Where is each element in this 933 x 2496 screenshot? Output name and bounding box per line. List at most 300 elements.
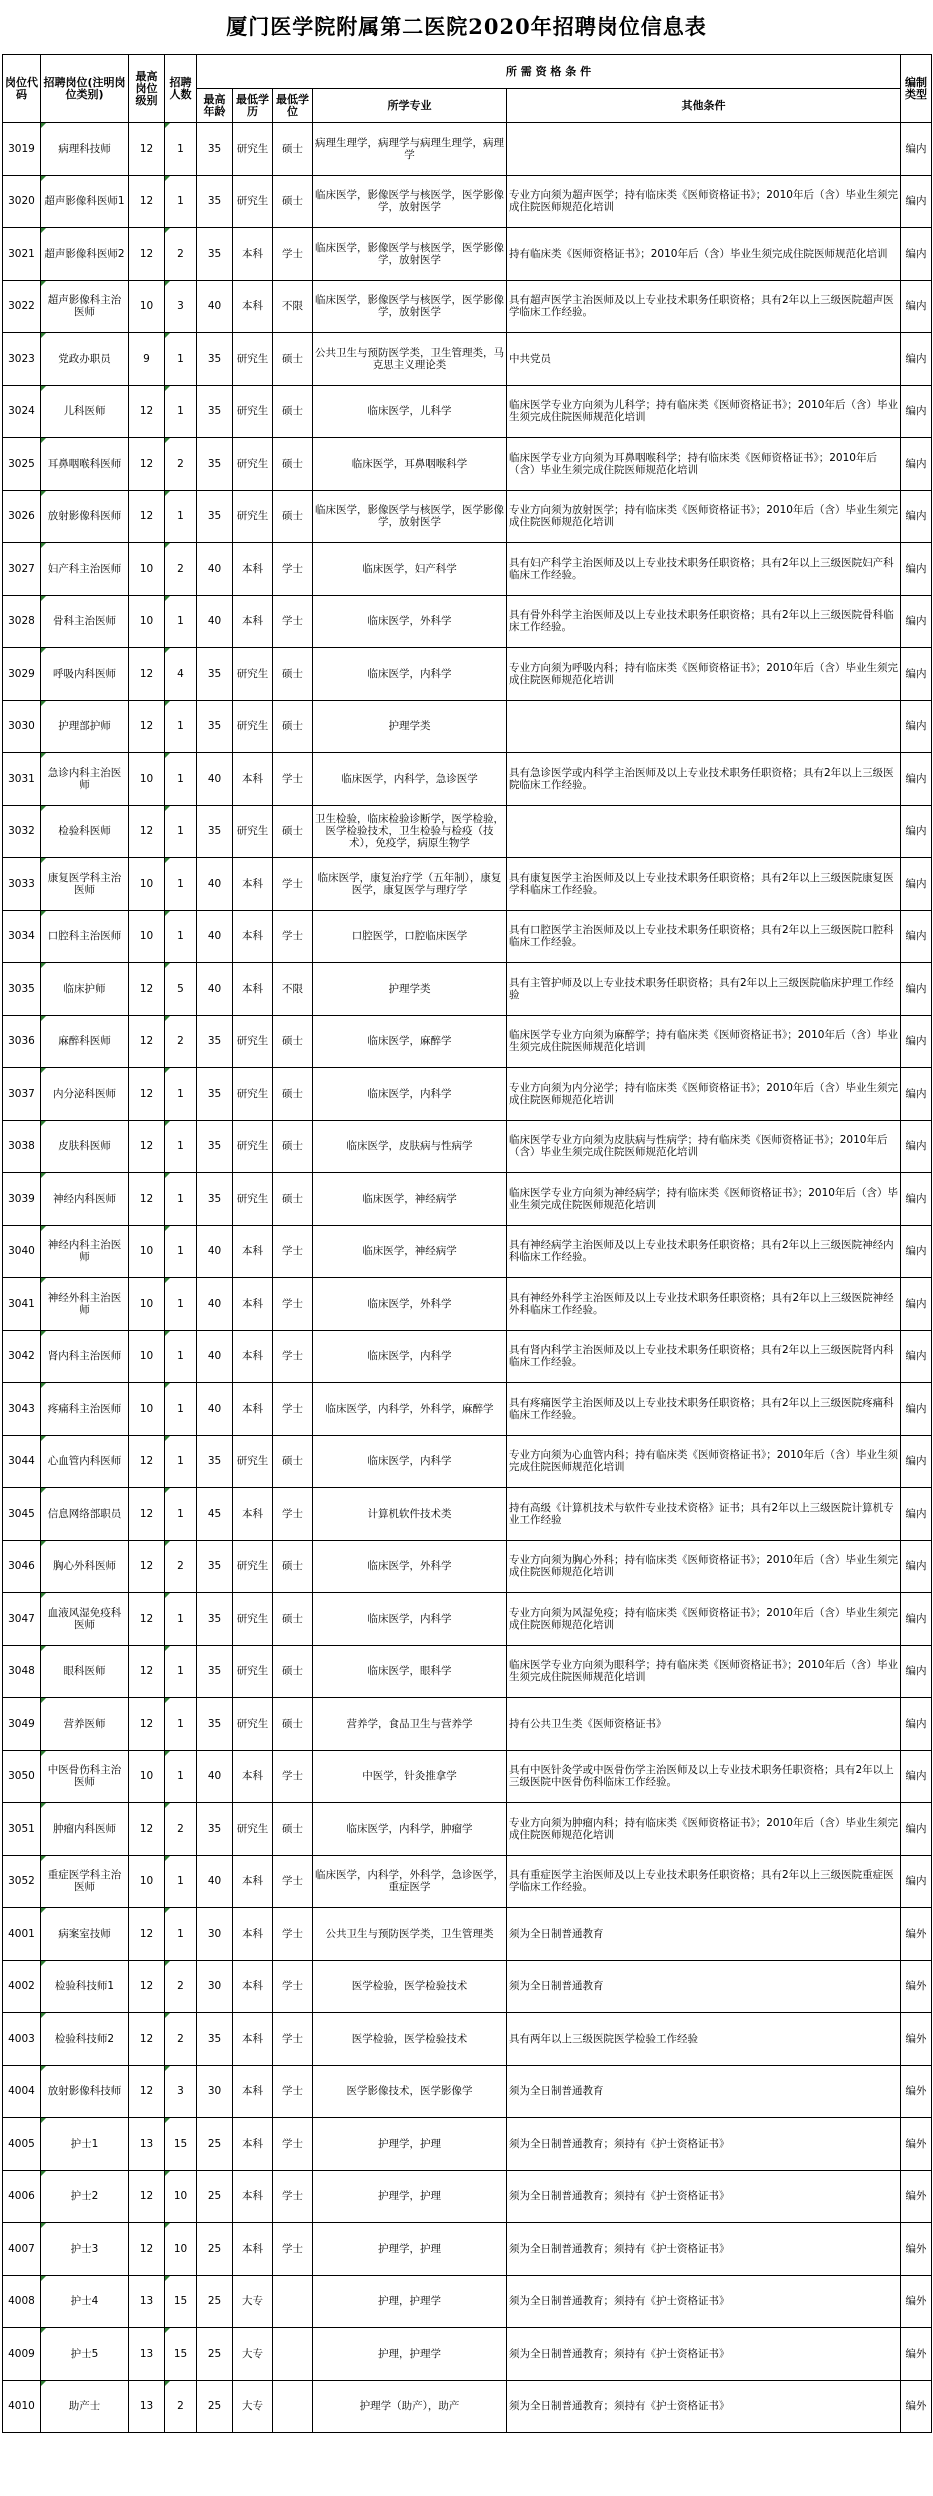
cell-level: 13 [129,2380,165,2433]
header-major: 所学专业 [313,89,507,123]
cell-education: 研究生 [233,438,273,491]
cell-other: 专业方向须为放射医学；持有临床类《医师资格证书》；2010年后（含）毕业生须完成住院医师规范化培训 [507,490,901,543]
cell-position: 检验科技师2 [41,2013,129,2066]
cell-major: 临床医学，神经病学 [313,1173,507,1226]
cell-major: 临床医学，耳鼻咽喉科学 [313,438,507,491]
table-row [3,910,932,963]
cell-education: 大专 [233,2328,273,2381]
cell-education: 本科 [233,1383,273,1436]
cell-degree: 硕士 [273,1173,313,1226]
cell-education: 本科 [233,228,273,281]
cell-position: 肾内科主治医师 [41,1330,129,1383]
table-row [3,700,932,753]
cell-education: 本科 [233,1960,273,2013]
cell-position: 眼科医师 [41,1645,129,1698]
cell-count: 1 [165,1068,197,1121]
cell-education: 本科 [233,963,273,1016]
cell-education: 本科 [233,2170,273,2223]
cell-level: 12 [129,438,165,491]
table-row [3,1383,932,1436]
cell-position: 心血管内科医师 [41,1435,129,1488]
cell-type: 编内 [901,1225,932,1278]
cell-other: 具有重症医学主治医师及以上专业技术职务任职资格；具有2年以上三级医院重症医学临床工作经验。 [507,1855,901,1908]
cell-other: 专业方向须为超声医学；持有临床类《医师资格证书》；2010年后（含）毕业生须完成住院医师规范化培训 [507,175,901,228]
cell-count: 2 [165,1540,197,1593]
cell-age: 35 [197,438,233,491]
cell-major: 临床医学，内科学，急诊医学 [313,753,507,806]
cell-type: 编内 [901,490,932,543]
cell-major: 护理学（助产），助产 [313,2380,507,2433]
header-age: 最高年龄 [197,89,233,123]
cell-code: 4002 [3,1960,41,2013]
cell-position: 内分泌科医师 [41,1068,129,1121]
table-row [3,1330,932,1383]
cell-degree: 学士 [273,1488,313,1541]
cell-education: 研究生 [233,333,273,386]
cell-count: 1 [165,1120,197,1173]
cell-position: 检验科医师 [41,805,129,858]
cell-age: 35 [197,1120,233,1173]
cell-level: 12 [129,1645,165,1698]
cell-level: 12 [129,2013,165,2066]
cell-count: 1 [165,490,197,543]
cell-degree [273,2275,313,2328]
cell-position: 神经内科医师 [41,1173,129,1226]
cell-age: 30 [197,1908,233,1961]
cell-education: 本科 [233,910,273,963]
cell-degree: 硕士 [273,700,313,753]
cell-degree: 硕士 [273,385,313,438]
cell-position: 急诊内科主治医师 [41,753,129,806]
cell-count: 1 [165,910,197,963]
cell-code: 4003 [3,2013,41,2066]
cell-degree: 硕士 [273,1015,313,1068]
cell-code: 3034 [3,910,41,963]
cell-count: 15 [165,2328,197,2381]
cell-degree: 硕士 [273,1593,313,1646]
cell-age: 40 [197,1225,233,1278]
cell-age: 25 [197,2170,233,2223]
cell-code: 4009 [3,2328,41,2381]
cell-major: 护理学，护理 [313,2223,507,2276]
cell-other: 临床医学专业方向须为神经病学；持有临床类《医师资格证书》；2010年后（含）毕业生须完成住院医师规范化培训 [507,1173,901,1226]
cell-level: 12 [129,963,165,1016]
cell-type: 编内 [901,1540,932,1593]
cell-type: 编内 [901,1120,932,1173]
cell-type: 编内 [901,910,932,963]
header-code: 岗位代码 [3,55,41,123]
cell-count: 1 [165,1645,197,1698]
cell-type: 编外 [901,2118,932,2171]
cell-level: 12 [129,2223,165,2276]
cell-other: 须为全日制普通教育；须持有《护士资格证书》 [507,2223,901,2276]
cell-degree: 硕士 [273,1068,313,1121]
cell-other: 专业方向须为内分泌学；持有临床类《医师资格证书》；2010年后（含）毕业生须完成住院医师规范化培训 [507,1068,901,1121]
cell-level: 13 [129,2275,165,2328]
cell-degree [273,2328,313,2381]
cell-degree: 学士 [273,858,313,911]
cell-other: 须为全日制普通教育 [507,1960,901,2013]
cell-level: 10 [129,1383,165,1436]
cell-degree: 硕士 [273,123,313,176]
cell-other: 临床医学专业方向须为儿科学；持有临床类《医师资格证书》；2010年后（含）毕业生须完成住院医师规范化培训 [507,385,901,438]
cell-degree: 学士 [273,543,313,596]
cell-other: 具有神经病学主治医师及以上专业技术职务任职资格；具有2年以上三级医院神经内科临床工作经验。 [507,1225,901,1278]
cell-education: 研究生 [233,385,273,438]
table-row [3,2118,932,2171]
cell-type: 编内 [901,123,932,176]
cell-type: 编外 [901,2065,932,2118]
cell-code: 3046 [3,1540,41,1593]
page-title: 厦门医学院附属第二医院2020年招聘岗位信息表 [226,14,707,39]
cell-age: 35 [197,1803,233,1856]
cell-other: 具有主管护师及以上专业技术职务任职资格；具有2年以上三级医院临床护理工作经验 [507,963,901,1016]
cell-position: 信息网络部职员 [41,1488,129,1541]
cell-degree: 学士 [273,1960,313,2013]
table-row [3,1960,932,2013]
cell-major: 医学检验，医学检验技术 [313,1960,507,2013]
cell-count: 2 [165,543,197,596]
cell-type: 编内 [901,543,932,596]
cell-education: 研究生 [233,1173,273,1226]
cell-type: 编内 [901,1750,932,1803]
cell-education: 研究生 [233,123,273,176]
cell-major: 护理学，护理 [313,2118,507,2171]
cell-other: 具有急诊医学或内科学主治医师及以上专业技术职务任职资格；具有2年以上三级医院临床工作经验。 [507,753,901,806]
cell-other: 专业方向须为胸心外科；持有临床类《医师资格证书》；2010年后（含）毕业生须完成住院医师规范化培训 [507,1540,901,1593]
cell-major: 临床医学，外科学 [313,595,507,648]
cell-level: 12 [129,1068,165,1121]
cell-other: 具有骨外科学主治医师及以上专业技术职务任职资格；具有2年以上三级医院骨科临床工作经验。 [507,595,901,648]
cell-count: 1 [165,175,197,228]
cell-degree: 学士 [273,1278,313,1331]
cell-education: 研究生 [233,805,273,858]
header-count: 招聘人数 [165,55,197,123]
cell-code: 3028 [3,595,41,648]
cell-code: 3049 [3,1698,41,1751]
cell-code: 3035 [3,963,41,1016]
cell-code: 3039 [3,1173,41,1226]
cell-education: 本科 [233,2118,273,2171]
table-row [3,438,932,491]
cell-count: 10 [165,2170,197,2223]
cell-degree: 不限 [273,963,313,1016]
cell-position: 助产士 [41,2380,129,2433]
cell-count: 1 [165,1855,197,1908]
cell-other: 临床医学专业方向须为麻醉学；持有临床类《医师资格证书》；2010年后（含）毕业生须完成住院医师规范化培训 [507,1015,901,1068]
cell-major: 临床医学，神经病学 [313,1225,507,1278]
table-row [3,280,932,333]
cell-major: 临床医学，内科学 [313,648,507,701]
cell-position: 肿瘤内科医师 [41,1803,129,1856]
cell-major: 医学影像技术，医学影像学 [313,2065,507,2118]
cell-level: 12 [129,228,165,281]
cell-degree: 硕士 [273,1803,313,1856]
cell-education: 大专 [233,2275,273,2328]
cell-level: 10 [129,543,165,596]
cell-age: 30 [197,2065,233,2118]
cell-other: 具有疼痛医学主治医师及以上专业技术职务任职资格；具有2年以上三级医院疼痛科临床工作经验。 [507,1383,901,1436]
cell-count: 1 [165,1908,197,1961]
cell-position: 病案室技师 [41,1908,129,1961]
header-education: 最低学历 [233,89,273,123]
cell-level: 10 [129,910,165,963]
cell-other: 持有高级《计算机技术与软件专业技术资格》证书；具有2年以上三级医院计算机专业工作经验 [507,1488,901,1541]
cell-age: 35 [197,228,233,281]
cell-other: 专业方向须为心血管内科；持有临床类《医师资格证书》；2010年后（含）毕业生须完成住院医师规范化培训 [507,1435,901,1488]
cell-degree: 学士 [273,910,313,963]
cell-count: 5 [165,963,197,1016]
cell-major: 营养学，食品卫生与营养学 [313,1698,507,1751]
cell-major: 护理学类 [313,963,507,1016]
cell-degree: 学士 [273,1908,313,1961]
cell-other: 临床医学专业方向须为皮肤病与性病学；持有临床类《医师资格证书》；2010年后（含）毕业生须完成住院医师规范化培训 [507,1120,901,1173]
cell-type: 编内 [901,700,932,753]
cell-age: 40 [197,910,233,963]
cell-code: 3050 [3,1750,41,1803]
table-row [3,1540,932,1593]
cell-code: 3044 [3,1435,41,1488]
cell-type: 编内 [901,753,932,806]
cell-degree: 硕士 [273,175,313,228]
cell-major: 临床医学，内科学 [313,1593,507,1646]
cell-other: 须为全日制普通教育；须持有《护士资格证书》 [507,2380,901,2433]
cell-position: 护士3 [41,2223,129,2276]
cell-major: 医学检验，医学检验技术 [313,2013,507,2066]
cell-education: 研究生 [233,1120,273,1173]
table-row [3,2065,932,2118]
cell-count: 10 [165,2223,197,2276]
cell-other: 具有康复医学主治医师及以上专业技术职务任职资格；具有2年以上三级医院康复医学科临床工作经验。 [507,858,901,911]
table-row [3,1488,932,1541]
cell-position: 胸心外科医师 [41,1540,129,1593]
cell-code: 4004 [3,2065,41,2118]
cell-level: 12 [129,1488,165,1541]
cell-type: 编内 [901,385,932,438]
table-row [3,1855,932,1908]
cell-position: 口腔科主治医师 [41,910,129,963]
cell-degree: 学士 [273,2065,313,2118]
cell-age: 35 [197,1540,233,1593]
table-row [3,858,932,911]
cell-count: 1 [165,1750,197,1803]
cell-education: 本科 [233,1750,273,1803]
cell-type: 编内 [901,595,932,648]
cell-level: 12 [129,2065,165,2118]
cell-level: 12 [129,805,165,858]
cell-major: 临床医学，儿科学 [313,385,507,438]
cell-age: 35 [197,385,233,438]
cell-education: 本科 [233,1488,273,1541]
cell-major: 护理，护理学 [313,2328,507,2381]
cell-other: 专业方向须为呼吸内科；持有临床类《医师资格证书》；2010年后（含）毕业生须完成住院医师规范化培训 [507,648,901,701]
cell-count: 1 [165,1435,197,1488]
cell-level: 10 [129,753,165,806]
cell-type: 编内 [901,1645,932,1698]
cell-other: 专业方向须为肿瘤内科；持有临床类《医师资格证书》；2010年后（含）毕业生须完成住院医师规范化培训 [507,1803,901,1856]
cell-position: 神经内科主治医师 [41,1225,129,1278]
cell-type: 编内 [901,1330,932,1383]
cell-education: 研究生 [233,1435,273,1488]
cell-education: 研究生 [233,1593,273,1646]
cell-degree: 学士 [273,1225,313,1278]
cell-type: 编内 [901,228,932,281]
cell-code: 3019 [3,123,41,176]
table-row [3,228,932,281]
cell-major: 临床医学，影像医学与核医学，医学影像学，放射医学 [313,228,507,281]
cell-level: 12 [129,1435,165,1488]
cell-degree: 学士 [273,1383,313,1436]
cell-other: 须为全日制普通教育 [507,2065,901,2118]
cell-degree: 学士 [273,1750,313,1803]
cell-major: 护理学，护理 [313,2170,507,2223]
cell-position: 妇产科主治医师 [41,543,129,596]
cell-degree: 学士 [273,2223,313,2276]
header-row-1 [3,55,932,89]
job-table [2,54,932,2433]
cell-code: 3021 [3,228,41,281]
cell-type: 编内 [901,1803,932,1856]
cell-code: 4005 [3,2118,41,2171]
cell-education: 研究生 [233,175,273,228]
cell-level: 12 [129,1540,165,1593]
cell-other: 须为全日制普通教育 [507,1908,901,1961]
cell-age: 40 [197,1855,233,1908]
cell-age: 35 [197,175,233,228]
cell-age: 30 [197,1960,233,2013]
header-degree: 最低学位 [273,89,313,123]
cell-type: 编内 [901,280,932,333]
cell-code: 3041 [3,1278,41,1331]
cell-major: 临床医学，康复治疗学（五年制），康复医学，康复医学与理疗学 [313,858,507,911]
cell-level: 10 [129,595,165,648]
cell-major: 临床医学，内科学，外科学，急诊医学，重症医学 [313,1855,507,1908]
cell-position: 麻醉科医师 [41,1015,129,1068]
cell-other: 具有中医针灸学或中医骨伤学主治医师及以上专业技术职务任职资格；具有2年以上三级医院中医骨伤科临床工作经验。 [507,1750,901,1803]
cell-level: 12 [129,1803,165,1856]
cell-level: 9 [129,333,165,386]
cell-age: 25 [197,2328,233,2381]
cell-age: 35 [197,1698,233,1751]
table-row [3,2275,932,2328]
cell-degree: 硕士 [273,438,313,491]
cell-code: 3022 [3,280,41,333]
cell-count: 1 [165,333,197,386]
cell-degree: 硕士 [273,1540,313,1593]
cell-count: 1 [165,123,197,176]
cell-count: 2 [165,228,197,281]
table-row [3,1015,932,1068]
header-level: 最高岗位级别 [129,55,165,123]
cell-degree: 不限 [273,280,313,333]
cell-level: 12 [129,123,165,176]
cell-education: 研究生 [233,1803,273,1856]
cell-count: 15 [165,2118,197,2171]
cell-position: 中医骨伤科主治医师 [41,1750,129,1803]
cell-age: 40 [197,595,233,648]
cell-position: 护士1 [41,2118,129,2171]
cell-degree [273,2380,313,2433]
cell-code: 4007 [3,2223,41,2276]
cell-position: 超声影像科主治医师 [41,280,129,333]
cell-age: 40 [197,280,233,333]
table-row [3,2223,932,2276]
table-row [3,1698,932,1751]
cell-type: 编内 [901,1488,932,1541]
cell-code: 3042 [3,1330,41,1383]
table-row [3,1908,932,1961]
cell-education: 本科 [233,1908,273,1961]
table-row [3,648,932,701]
cell-education: 本科 [233,2065,273,2118]
cell-count: 2 [165,2380,197,2433]
cell-position: 护士5 [41,2328,129,2381]
cell-position: 超声影像科医师2 [41,228,129,281]
table-row [3,1645,932,1698]
cell-type: 编外 [901,2223,932,2276]
cell-code: 3048 [3,1645,41,1698]
cell-degree: 硕士 [273,1120,313,1173]
table-row [3,1120,932,1173]
cell-degree: 硕士 [273,1435,313,1488]
cell-position: 护士4 [41,2275,129,2328]
cell-code: 3033 [3,858,41,911]
cell-type: 编外 [901,2013,932,2066]
cell-position: 放射影像科技师 [41,2065,129,2118]
cell-count: 15 [165,2275,197,2328]
cell-count: 2 [165,1015,197,1068]
cell-age: 40 [197,858,233,911]
cell-level: 12 [129,700,165,753]
cell-other: 临床医学专业方向须为耳鼻咽喉科学；持有临床类《医师资格证书》；2010年后（含）毕业生须完成住院医师规范化培训 [507,438,901,491]
cell-age: 35 [197,123,233,176]
cell-education: 大专 [233,2380,273,2433]
cell-type: 编内 [901,1698,932,1751]
cell-type: 编内 [901,333,932,386]
cell-other: 临床医学专业方向须为眼科学；持有临床类《医师资格证书》；2010年后（含）毕业生须完成住院医师规范化培训 [507,1645,901,1698]
cell-type: 编内 [901,1855,932,1908]
cell-degree: 学士 [273,1855,313,1908]
table-row [3,490,932,543]
cell-major: 护理学类 [313,700,507,753]
cell-degree: 学士 [273,228,313,281]
cell-degree: 学士 [273,595,313,648]
cell-count: 1 [165,1225,197,1278]
cell-type: 编内 [901,1068,932,1121]
cell-education: 研究生 [233,1068,273,1121]
cell-count: 1 [165,1383,197,1436]
cell-type: 编内 [901,1278,932,1331]
cell-age: 35 [197,490,233,543]
table-row [3,1173,932,1226]
cell-major: 公共卫生与预防医学类，卫生管理类，马克思主义理论类 [313,333,507,386]
cell-other: 持有公共卫生类《医师资格证书》 [507,1698,901,1751]
cell-count: 1 [165,700,197,753]
cell-position: 超声影像科医师1 [41,175,129,228]
cell-level: 12 [129,1698,165,1751]
cell-type: 编内 [901,1383,932,1436]
cell-code: 3051 [3,1803,41,1856]
table-row [3,1435,932,1488]
cell-type: 编内 [901,1173,932,1226]
cell-age: 40 [197,1383,233,1436]
table-row [3,1750,932,1803]
cell-code: 3038 [3,1120,41,1173]
cell-level: 12 [129,1960,165,2013]
cell-code: 3026 [3,490,41,543]
cell-degree: 硕士 [273,805,313,858]
cell-age: 40 [197,963,233,1016]
